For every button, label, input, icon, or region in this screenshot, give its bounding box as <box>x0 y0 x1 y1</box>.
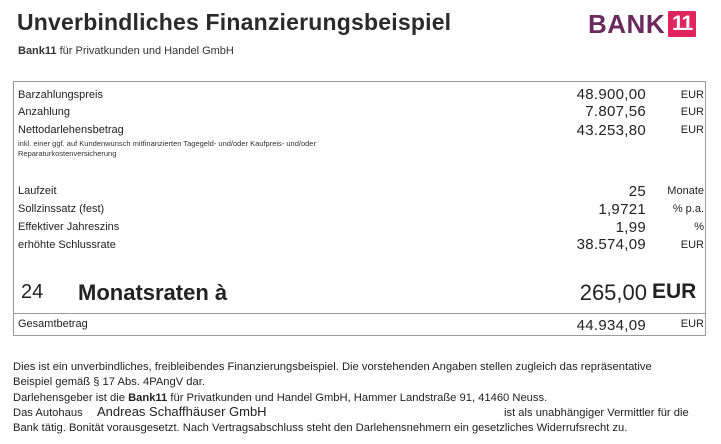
row-unit-cash-price: EUR <box>680 89 704 101</box>
installment-unit: EUR <box>652 280 697 303</box>
footer-line-2: Beispiel gemäß § 17 Abs. 4PAngV dar. <box>13 376 205 388</box>
row-value-total: 44.934,09 <box>576 317 646 334</box>
row-value-net-loan: 43.253,80 <box>576 122 646 139</box>
row-label-down-payment: Anzahlung <box>18 106 70 118</box>
row-unit-net-loan: EUR <box>680 124 704 136</box>
row-unit-down-payment: EUR <box>680 106 704 118</box>
page-title: Unverbindliches Finanzierungsbeispiel <box>17 9 452 35</box>
row-unit-effective-rate: % <box>694 221 704 233</box>
row-label-effective-rate: Effektiver Jahreszins <box>18 221 120 233</box>
row-label-final-installment: erhöhte Schlussrate <box>18 239 116 251</box>
installment-count: 24 <box>21 281 44 303</box>
footer-line-4-end: ist als unabhängiger Vermittler für die <box>504 407 689 419</box>
installment-label: Monatsraten à <box>78 280 228 305</box>
footer-line-4-start: Das Autohaus <box>13 407 83 419</box>
row-label-cash-price: Barzahlungspreis <box>18 89 103 101</box>
row-unit-final-installment: EUR <box>680 239 704 251</box>
footer-lender-post: für Privatkunden und Handel GmbH, Hammer Landstraße 91, 41460 Neuss. <box>167 392 548 404</box>
row-value-final-installment: 38.574,09 <box>576 236 646 253</box>
row-label-total: Gesamtbetrag <box>18 318 88 330</box>
row-unit-total: EUR <box>680 318 704 330</box>
row-unit-term: Monate <box>667 185 704 197</box>
row-value-borrowing-rate: 1,9721 <box>598 201 646 218</box>
logo-word: BANK <box>588 9 666 39</box>
table-divider <box>13 313 706 314</box>
page-subtitle <box>18 45 234 57</box>
footer-lender-bank: Bank11 <box>128 392 168 404</box>
logo-number-badge: 11 <box>668 11 696 37</box>
row-label-borrowing-rate: Sollzinssatz (fest) <box>18 203 105 215</box>
subtitle-bank-name: Bank11 <box>18 45 57 57</box>
footer-line-5: Bank tätig. Bonität vorausgesetzt. Nach Vertragsabschluss steht den Darlehensnehmern ein gesetzliches Widerrufsrecht zu. <box>13 422 628 434</box>
footer-line-3 <box>13 392 713 404</box>
footer-line-1: Dies ist ein unverbindliches, freibleibendes Finanzierungsbeispiel. Die vorstehenden Angaben stellen zugleich das repräsentative <box>13 361 652 373</box>
row-value-down-payment: 7.807,56 <box>585 103 646 120</box>
bank11-logo <box>588 9 696 39</box>
row-value-term: 25 <box>628 183 646 200</box>
subtitle-rest: für Privatkunden und Handel GmbH <box>56 45 234 57</box>
footer-lender-pre: Darlehensgeber ist die <box>13 392 129 404</box>
dealer-name: Andreas Schaffhäuser GmbH <box>97 404 267 419</box>
row-label-term: Laufzeit <box>18 185 57 197</box>
row-value-cash-price: 48.900,00 <box>576 86 646 103</box>
row-label-net-loan: Nettodarlehensbetrag <box>18 124 124 136</box>
net-loan-note: inkl. einer ggf. auf Kundenwunsch mitfinanzierten Tagegeld- und/oder Kaufpreis- und/oder Reparaturkostenversicherung <box>18 139 316 158</box>
installment-amount: 265,00 <box>579 280 647 305</box>
row-value-effective-rate: 1,99 <box>615 219 646 236</box>
row-unit-borrowing-rate: % p.a. <box>672 203 704 215</box>
